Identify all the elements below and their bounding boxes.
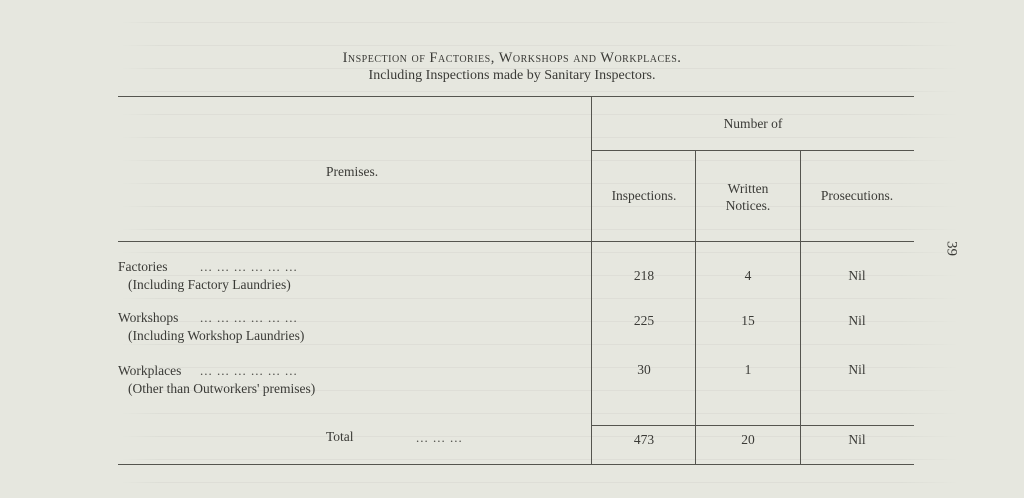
row-label-sub: (Including Workshop Laundries) [128,328,305,343]
total-written-notices: 20 [741,432,755,447]
row-label-main: Workplaces [118,363,182,378]
leader-dots: ... ... ... ... ... ... [200,310,298,325]
factories-prosecutions: Nil [848,268,866,283]
total-label: Total [326,429,354,444]
total-prosecutions: Nil [848,432,866,447]
total-top-rule [592,425,914,426]
leader-dots: ... ... ... [416,430,463,445]
table-top-rule [118,96,914,97]
number-of-header: Number of [723,116,783,131]
number-of-underline [592,150,914,151]
row-label-main: Factories [118,259,168,274]
header-bottom-rule [118,241,914,242]
factories-inspections: 218 [633,268,655,283]
page-number: 39 [943,241,960,256]
page-title: Inspection of Factories, Workshops and Workplaces. [342,50,682,66]
factories-written-notices: 4 [744,268,752,283]
workshops-inspections: 225 [633,313,655,328]
workshops-written-notices: 15 [741,313,755,328]
total-inspections: 473 [633,432,655,447]
workplaces-prosecutions: Nil [848,362,866,377]
row-label-main: Workshops [118,310,179,325]
page-subtitle: Including Inspections made by Sanitary Inspectors. [368,68,656,83]
workshops-prosecutions: Nil [848,313,866,328]
inspections-header: Inspections. [611,188,677,203]
table-bottom-rule [118,464,914,465]
row-label-sub: (Including Factory Laundries) [128,277,291,292]
workplaces-written-notices: 1 [744,362,752,377]
leader-dots: ... ... ... ... ... ... [200,363,298,378]
premises-header: Premises. [326,164,379,179]
written-notices-header-line2: Notices. [725,198,771,213]
row-label-sub: (Other than Outworkers' premises) [128,381,316,396]
written-notices-header-line1: Written [727,181,769,196]
written-notices-header [696,180,800,214]
workplaces-inspections: 30 [637,362,651,377]
prosecutions-header: Prosecutions. [820,188,894,203]
leader-dots: ... ... ... ... ... ... [200,259,298,274]
